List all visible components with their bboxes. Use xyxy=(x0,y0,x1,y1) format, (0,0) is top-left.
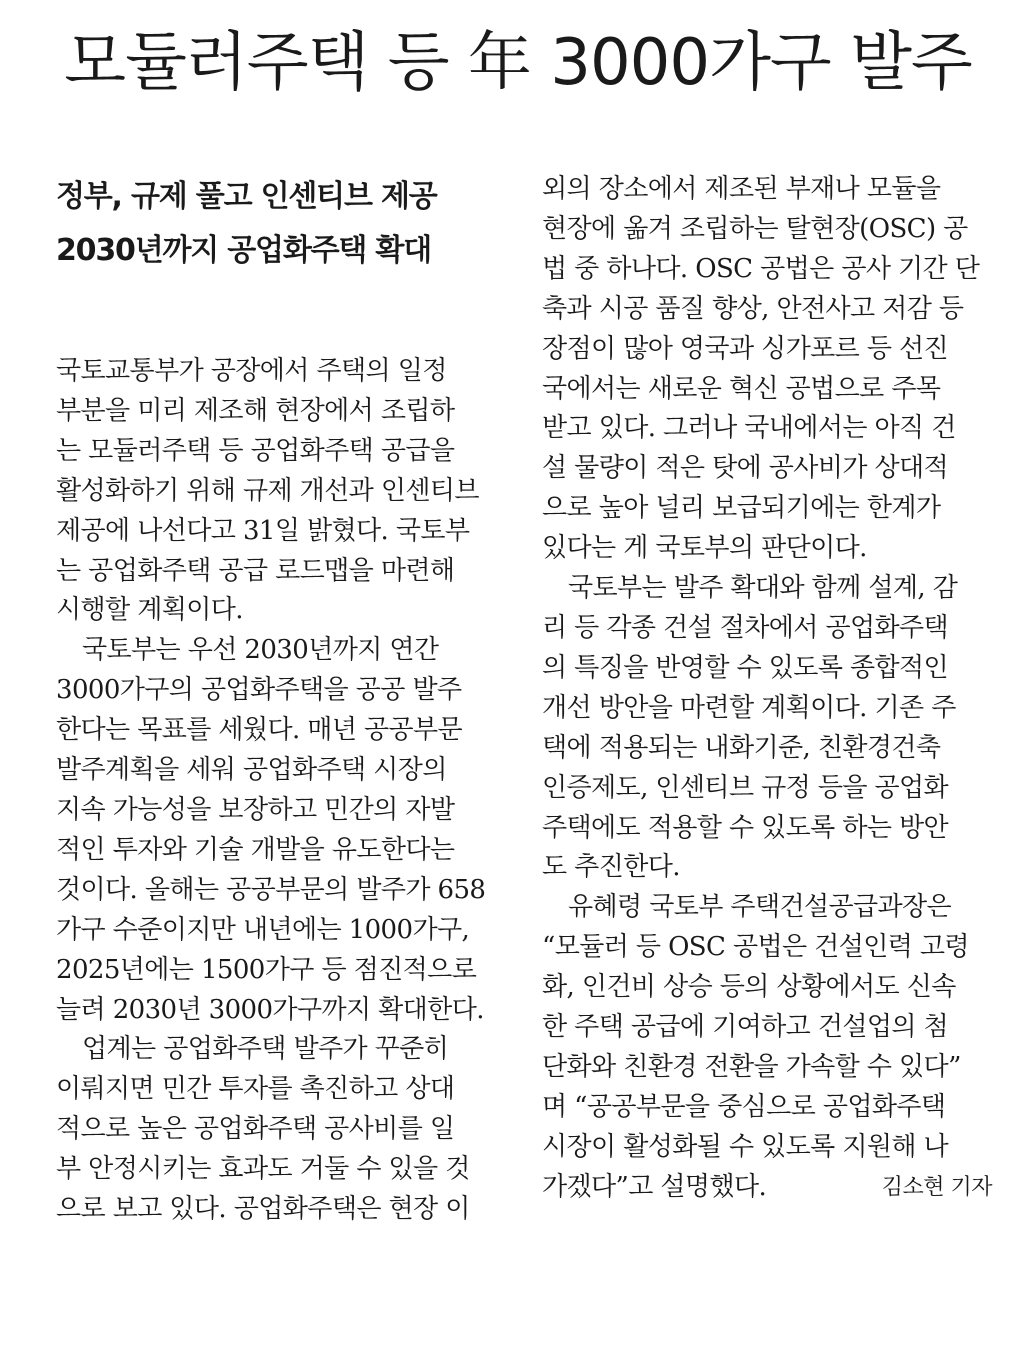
text-line: 으로 높아 널리 보급되기에는 한계가 xyxy=(542,493,941,524)
text-line: 활성화하기 위해 규제 개선과 인센티브 xyxy=(56,475,479,506)
text-line: 축과 시공 품질 향상, 안전사고 저감 등 xyxy=(542,293,964,324)
text-line: 받고 있다. 그러나 국내에서는 아직 건 xyxy=(542,413,956,444)
text-line: 며 “공공부문을 중심으로 공업화주택 xyxy=(542,1091,946,1122)
text-line: 택에 적용되는 내화기준, 친환경건축 xyxy=(542,732,941,763)
byline: 김소현 기자 xyxy=(881,1174,992,1200)
text-line: 의 특징을 반영할 수 있도록 종합적인 xyxy=(542,652,949,683)
text-line: 인증제도, 인센티브 규정 등을 공업화 xyxy=(542,772,949,803)
text-line: “모듈러 등 OSC 공법은 건설인력 고령 xyxy=(542,932,969,963)
text-line: 개선 방안을 마련할 계획이다. 기존 주 xyxy=(542,692,956,723)
text-line: 외의 장소에서 제조된 부재나 모듈을 xyxy=(542,174,941,204)
text-line: 도 추진한다. xyxy=(542,852,680,883)
text-line: 이뤄지면 민간 투자를 촉진하고 상대 xyxy=(56,1074,455,1105)
text-line: 국토교통부가 공장에서 주택의 일정 xyxy=(56,356,447,386)
subheadline-line-2: 2030년까지 공업화주택 확대 xyxy=(56,233,431,268)
text-line: 한다는 목표를 세웠다. 매년 공공부문 xyxy=(56,715,463,746)
headline: 모듈러주택 등 年 3000가구 발주 xyxy=(64,26,972,100)
subheadline-line-1: 정부, 규제 풀고 인센티브 제공 xyxy=(56,179,437,214)
article-column-left xyxy=(56,170,500,1230)
text-line: 적인 투자와 기술 개발을 유도한다는 xyxy=(56,834,455,865)
text-line: 는 공업화주택 공급 로드맵을 마련해 xyxy=(56,555,455,586)
text-line: 3000가구의 공업화주택을 공공 발주 xyxy=(56,675,462,706)
text-line: 적으로 높은 공업화주택 공사비를 일 xyxy=(56,1114,455,1145)
text-line: 현장에 옮겨 조립하는 탈현장(OSC) 공 xyxy=(542,213,968,244)
text-line: 것이다. 올해는 공공부문의 발주가 658 xyxy=(56,874,486,905)
text-line: 국토부는 발주 확대와 함께 설계, 감 xyxy=(568,573,958,604)
text-line: 업계는 공업화주택 발주가 꾸준히 xyxy=(82,1034,449,1065)
body-paragraph-2 xyxy=(56,631,500,1030)
text-line: 시행할 계획이다. xyxy=(56,595,243,626)
text-line: 국토부는 우선 2030년까지 연간 xyxy=(82,635,439,666)
text-line: 리 등 각종 건설 절차에서 공업화주택 xyxy=(542,612,949,643)
text-line: 부 안정시키는 효과도 거둘 수 있을 것 xyxy=(56,1154,470,1185)
text-line: 는 모듈러주택 등 공업화주택 공급을 xyxy=(56,435,455,466)
text-line: 단화와 친환경 전환을 가속할 수 있다” xyxy=(542,1051,961,1082)
text-line: 제공에 나선다고 31일 밝혔다. 국토부 xyxy=(56,515,470,546)
text-line: 한 주택 공급에 기여하고 건설업의 첨 xyxy=(542,1012,949,1043)
text-line: 장점이 많아 영국과 싱가포르 등 선진 xyxy=(542,333,949,364)
article-column-right xyxy=(542,170,992,1208)
text-line: 늘려 2030년 3000가구까지 확대한다. xyxy=(56,994,484,1025)
text-line: 국에서는 새로운 혁신 공법으로 주목 xyxy=(542,373,941,404)
body-paragraph-1 xyxy=(56,352,500,631)
text-line: 부분을 미리 제조해 현장에서 조립하 xyxy=(56,395,455,426)
body-paragraph-5 xyxy=(542,888,992,1207)
text-line: 발주계획을 세워 공업화주택 시장의 xyxy=(56,755,447,786)
text-line: 유혜령 국토부 주택건설공급과장은 xyxy=(568,892,952,923)
subheadline xyxy=(56,170,500,278)
text-line: 법 중 하나다. OSC 공법은 공사 기간 단 xyxy=(542,253,980,284)
text-line: 화, 인건비 상승 등의 상황에서도 신속 xyxy=(542,972,956,1003)
text-line: 가구 수준이지만 내년에는 1000가구, xyxy=(56,914,470,945)
text-line: 시장이 활성화될 수 있도록 지원해 나 xyxy=(542,1131,949,1162)
last-line-with-byline xyxy=(542,1168,992,1208)
body-paragraph-4 xyxy=(542,569,986,888)
text-line: 주택에도 적용할 수 있도록 하는 방안 xyxy=(542,812,949,843)
text-line: 지속 가능성을 보장하고 민간의 자발 xyxy=(56,794,455,825)
text-line: 있다는 게 국토부의 판단이다. xyxy=(542,533,867,564)
text-line: 설 물량이 적은 탓에 공사비가 상대적 xyxy=(542,453,949,484)
body-paragraph-3-part-1 xyxy=(56,1030,500,1230)
body-paragraph-3-part-2 xyxy=(542,170,986,569)
text-line: 2025년에는 1500가구 등 점진적으로 xyxy=(56,954,477,985)
text-line: 으로 보고 있다. 공업화주택은 현장 이 xyxy=(56,1194,470,1225)
text-line: 가겠다”고 설명했다. xyxy=(542,1171,767,1202)
